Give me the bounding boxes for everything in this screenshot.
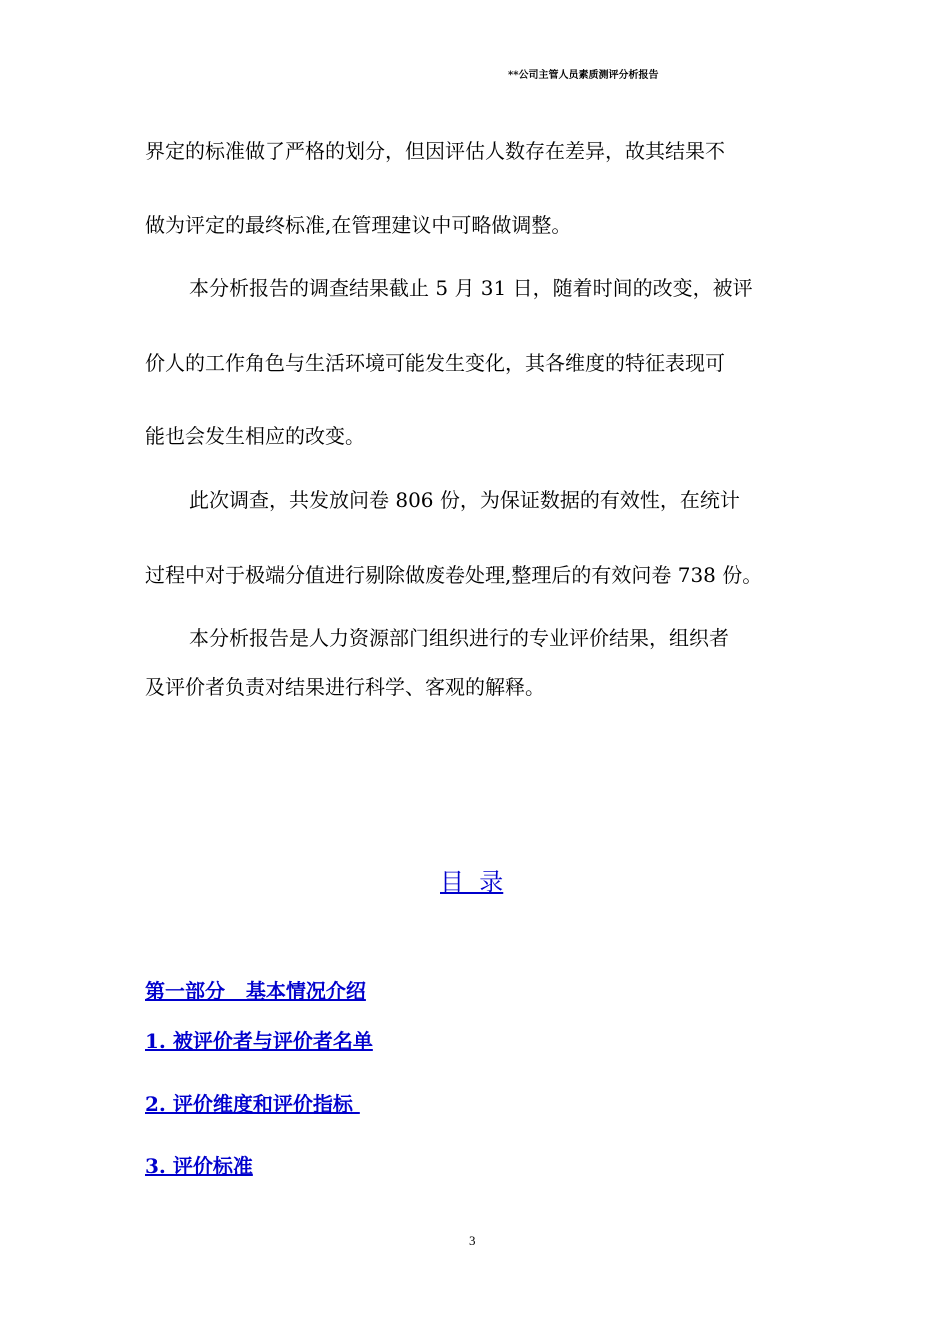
body-line-3: 本分析报告的调查结果截止 5 月 31 日，随着时间的改变，被评: [189, 276, 753, 300]
toc-item-2[interactable]: 2. 评价维度和评价指标: [145, 1092, 360, 1116]
page-number: 3: [469, 1233, 476, 1248]
running-header: **公司主管人员素质测评分析报告: [508, 70, 659, 81]
toc-item-part-one[interactable]: 第一部分 基本情况介绍: [145, 979, 366, 1003]
body-line-7: 过程中对于极端分值进行剔除做废卷处理,整理后的有效问卷 738 份。: [145, 563, 763, 587]
body-line-6: 此次调查，共发放问卷 806 份，为保证数据的有效性，在统计: [189, 488, 740, 512]
body-line-8: 本分析报告是人力资源部门组织进行的专业评价结果，组织者: [189, 626, 729, 650]
body-line-2: 做为评定的最终标准,在管理建议中可略做调整。: [145, 213, 572, 237]
body-line-9: 及评价者负责对结果进行科学、客观的解释。: [145, 675, 545, 699]
toc-item-1[interactable]: 1. 被评价者与评价者名单: [145, 1029, 373, 1053]
toc-item-3[interactable]: 3. 评价标准: [145, 1154, 253, 1178]
body-line-5: 能也会发生相应的改变。: [145, 424, 365, 448]
toc-title[interactable]: 目 录: [440, 868, 504, 896]
body-line-1: 界定的标准做了严格的划分，但因评估人数存在差异，故其结果不: [145, 139, 725, 163]
body-line-4: 价人的工作角色与生活环境可能发生变化，其各维度的特征表现可: [145, 351, 725, 375]
